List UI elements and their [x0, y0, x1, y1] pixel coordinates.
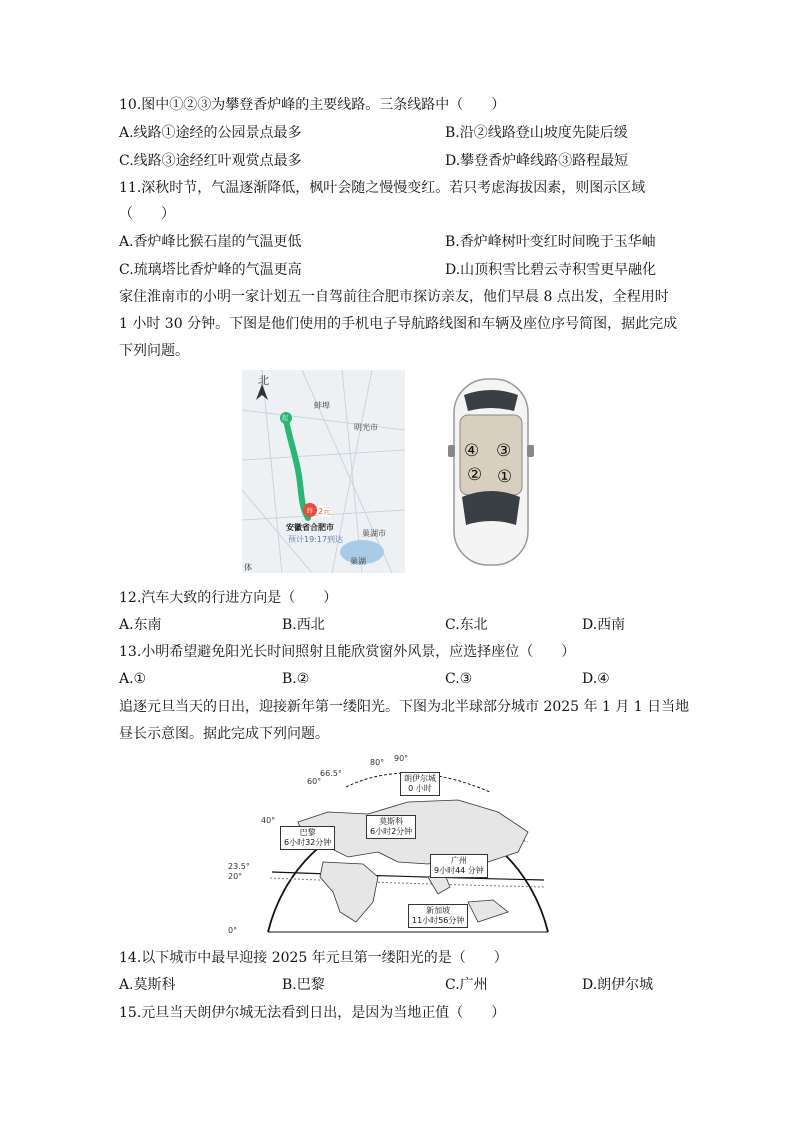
city-box-guangzhou: [430, 854, 488, 878]
city-box-moscow: [366, 815, 416, 839]
seat-4: ④: [464, 441, 480, 461]
city-name-guangzhou: 广州: [450, 856, 467, 865]
intro2-line2: 1 小时 30 分钟。下图是他们使用的手机电子导航路线图和车辆及座位序号简图，据此完成: [119, 316, 678, 332]
lat-40-label: 40°: [261, 816, 276, 825]
q10-option-a: A.线路①途经的公园景点最多: [119, 125, 302, 141]
q12-option-b: B.西北: [282, 617, 325, 633]
hemisphere-graphic: [228, 752, 558, 934]
intro3-line1: 追逐元旦当天的日出，迎接新年第一缕阳光。下图为北半球部分城市 2025 年 1 月 1 日当地: [119, 699, 690, 715]
q11-option-c: C.琉璃塔比香炉峰的气温更高: [119, 262, 302, 278]
q10-option-c: C.线路③途经红叶观赏点最多: [119, 153, 302, 169]
county-label: 明光市: [354, 423, 378, 432]
q14-option-d: D.朗伊尔城: [582, 977, 654, 993]
city-bengbu-label: 蚌埠: [314, 401, 330, 410]
day-length-map: [228, 752, 558, 934]
q15-stem: 15.元旦当天朗伊尔城无法看到日出，是因为当地正值（ ）: [119, 1005, 506, 1021]
intro2-line1: 家住淮南市的小明一家计划五一自驾前往合肥市探访亲友，他们早晨 8 点出发，全程用时: [119, 289, 669, 305]
city-name-moscow: 莫斯科: [379, 817, 404, 826]
q12-option-c: C.东北: [445, 617, 488, 633]
city-box-longyearbyen: [400, 772, 440, 796]
city-day-longyearbyen: 0 小时: [408, 784, 432, 793]
intro3-line2: 昼长示意图。据此完成下列问题。: [119, 726, 329, 742]
navigation-map: [242, 370, 405, 573]
price-label: 2元: [318, 507, 332, 516]
start-label: 起: [282, 415, 289, 422]
q12-option-a: A.东南: [119, 617, 162, 633]
corner-label: 体: [244, 563, 252, 572]
seat-1: ①: [497, 467, 513, 487]
q12-option-d: D.西南: [582, 617, 626, 633]
city-name-singapore: 新加坡: [426, 906, 451, 915]
city-name-paris: 巴黎: [299, 828, 316, 837]
car-seat-diagram: [440, 375, 542, 570]
city-box-singapore: [408, 904, 468, 928]
eta-label: 预计19:17到达: [288, 535, 344, 544]
q10-option-b: B.沿②线路登山坡度先陡后缓: [445, 125, 628, 141]
lat-66-5-label: 66.5°: [320, 769, 342, 778]
q13-option-a: A.①: [119, 671, 147, 687]
city-box-paris: [280, 826, 335, 850]
lat-60-label: 60°: [307, 777, 322, 786]
q14-option-a: A.莫斯科: [119, 977, 176, 993]
city-day-moscow: 6小时2分钟: [370, 827, 413, 836]
chaohu-city-label: 巢湖市: [362, 529, 386, 538]
q13-option-c: C.③: [445, 671, 473, 687]
lat-0-label: 0°: [228, 926, 238, 935]
lat-23-5-label: 23.5°: [228, 862, 250, 871]
q14-option-b: B.巴黎: [282, 977, 325, 993]
q13-option-d: D.④: [582, 671, 610, 687]
city-day-singapore: 11小时56分钟: [412, 916, 465, 925]
lat-90-label: 90°: [394, 754, 409, 763]
north-label: 北: [258, 374, 269, 387]
q14-stem: 14.以下城市中最早迎接 2025 年元旦第一缕阳光的是（ ）: [119, 950, 508, 966]
destination-label: 安徽省合肥市: [286, 523, 334, 532]
city-day-guangzhou: 9小时44 分钟: [434, 866, 484, 875]
city-name-longyearbyen: 朗伊尔城: [404, 774, 436, 783]
seat-2: ②: [467, 465, 483, 485]
q10-stem: 10.图中①②③为攀登香炉峰的主要线路。三条线路中（ ）: [119, 97, 506, 113]
city-day-paris: 6小时32分钟: [284, 838, 332, 847]
q10-option-d: D.攀登香炉峰线路③路程最短: [445, 153, 629, 169]
end-label: 终: [307, 508, 314, 515]
lat-80-label: 80°: [370, 758, 385, 767]
q11-option-d: D.山顶积雪比碧云寺积雪更早融化: [445, 262, 657, 278]
q11-option-a: A.香炉峰比猴石崖的气温更低: [119, 234, 302, 250]
car-graphic: [440, 375, 542, 570]
q13-stem: 13.小明希望避免阳光长时间照射且能欣赏窗外风景，应选择座位（ ）: [119, 644, 576, 660]
seat-3: ③: [496, 441, 512, 461]
lake-label: 巢湖: [350, 557, 366, 566]
q11-stem-blank: （ ）: [119, 206, 175, 222]
q11-option-b: B.香炉峰树叶变红时间晚于玉华岫: [445, 234, 656, 250]
lat-20-label: 20°: [228, 872, 243, 881]
q14-option-c: C.广州: [445, 977, 488, 993]
intro2-line3: 下列问题。: [119, 343, 189, 359]
route-line: [286, 420, 308, 518]
q11-stem: 11.深秋时节，气温逐渐降低，枫叶会随之慢慢变红。若只考虑海拔因素，则图示区域: [119, 180, 646, 196]
q12-stem: 12.汽车大致的行进方向是（ ）: [119, 590, 338, 606]
q13-option-b: B.②: [282, 671, 310, 687]
